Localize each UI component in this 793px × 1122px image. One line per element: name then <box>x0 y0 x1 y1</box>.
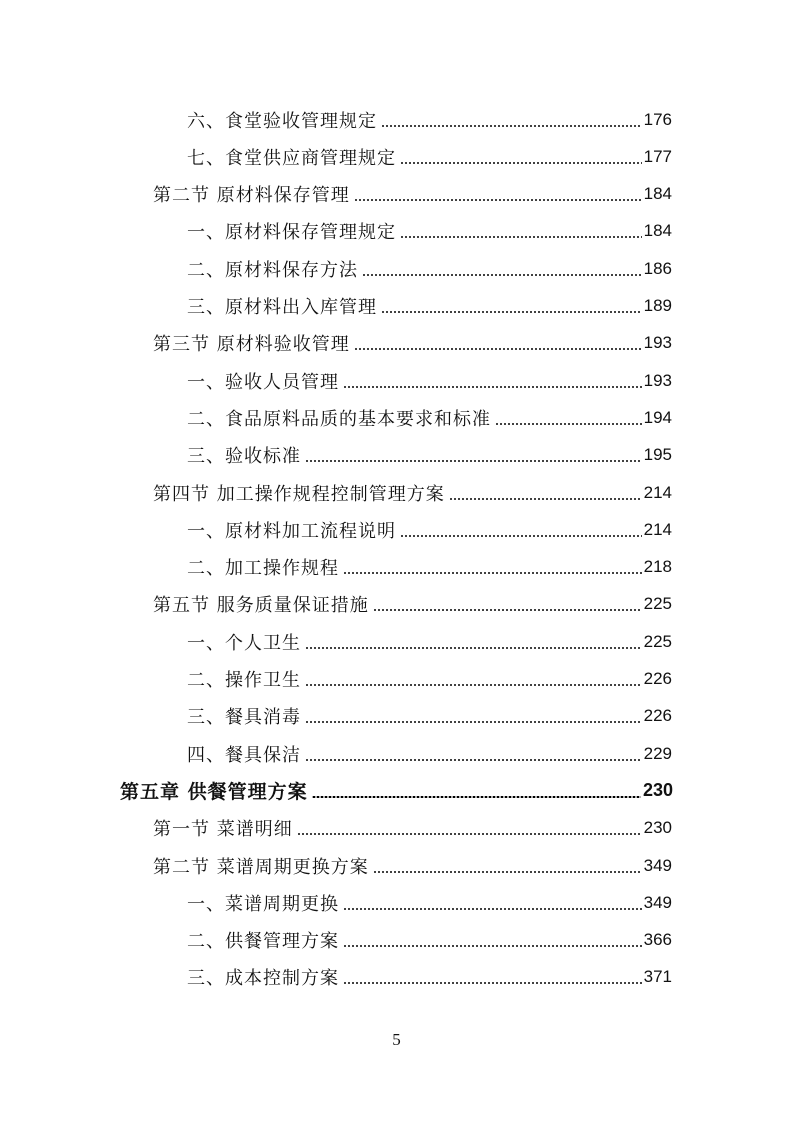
toc-entry-section[interactable] <box>153 474 672 511</box>
toc-entry-label: 三、成本控制方案 <box>187 968 339 990</box>
dot-leader <box>400 535 642 537</box>
toc-entry-item[interactable] <box>187 399 672 436</box>
toc-entry-label: 第五节 服务质量保证措施 <box>153 595 369 617</box>
toc-entry-label: 二、加工操作规程 <box>187 558 339 580</box>
toc-entry-page: 229 <box>643 743 672 763</box>
dot-leader <box>343 945 642 947</box>
dot-leader <box>400 236 642 238</box>
toc-entry-item[interactable] <box>187 250 672 287</box>
toc-entry-item[interactable] <box>187 661 672 698</box>
toc-entry-item[interactable] <box>187 549 672 586</box>
toc-entry-page: 225 <box>643 631 672 651</box>
toc-entry-item[interactable] <box>187 138 672 175</box>
toc-entry-page: 193 <box>643 370 672 390</box>
toc-entry-page: 225 <box>643 594 672 614</box>
toc-entry-label: 二、供餐管理方案 <box>187 931 339 953</box>
toc-entry-section[interactable] <box>153 586 672 623</box>
toc-entry-item[interactable] <box>187 213 672 250</box>
dot-leader <box>354 199 642 201</box>
toc-entry-item[interactable] <box>187 735 672 772</box>
toc-entry-label: 二、原材料保存方法 <box>187 259 358 281</box>
dot-leader <box>343 572 642 574</box>
toc-entry-item[interactable] <box>187 884 672 921</box>
toc-entry-label: 二、食品原料品质的基本要求和标准 <box>187 408 491 430</box>
toc-entry-label: 四、餐具保洁 <box>187 744 301 766</box>
toc-entry-page: 349 <box>643 855 672 875</box>
toc-entry-page: 193 <box>643 333 672 353</box>
toc-entry-page: 218 <box>643 557 672 577</box>
dot-leader <box>400 162 642 164</box>
toc-entry-item[interactable] <box>187 288 672 325</box>
toc-entry-label: 六、食堂验收管理规定 <box>187 110 377 132</box>
toc-entry-page: 366 <box>643 930 672 950</box>
toc-entry-item[interactable] <box>187 362 672 399</box>
toc-entry-label: 第五章 供餐管理方案 <box>120 781 308 804</box>
toc-entry-page: 177 <box>643 146 672 166</box>
dot-leader <box>495 423 642 425</box>
toc-entry-page: 186 <box>643 258 672 278</box>
dot-leader <box>297 833 642 835</box>
toc-entry-page: 230 <box>642 780 673 801</box>
toc-entry-label: 一、原材料保存管理规定 <box>187 222 396 244</box>
toc-entry-item[interactable] <box>187 922 672 959</box>
toc-entry-section[interactable] <box>153 810 672 847</box>
toc-entry-label: 三、餐具消毒 <box>187 707 301 729</box>
toc-entry-label: 第四节 加工操作规程控制管理方案 <box>153 483 445 505</box>
dot-leader <box>305 721 642 723</box>
toc-entry-label: 第一节 菜谱明细 <box>153 819 293 841</box>
toc-entry-label: 第二节 菜谱周期更换方案 <box>153 856 369 878</box>
toc-entry-item[interactable] <box>187 623 672 660</box>
toc-entry-page: 195 <box>643 445 672 465</box>
toc-entry-label: 第三节 原材料验收管理 <box>153 334 350 356</box>
dot-leader <box>305 647 642 649</box>
dot-leader <box>305 460 642 462</box>
toc-entry-item[interactable] <box>187 959 672 996</box>
dot-leader <box>354 348 642 350</box>
toc-entry-page: 184 <box>643 221 672 241</box>
toc-entry-label: 一、个人卫生 <box>187 632 301 654</box>
toc-entry-label: 一、原材料加工流程说明 <box>187 520 396 542</box>
toc-entry-page: 226 <box>643 706 672 726</box>
toc-entry-label: 一、菜谱周期更换 <box>187 893 339 915</box>
toc-entry-label: 第二节 原材料保存管理 <box>153 185 350 207</box>
toc-entry-page: 349 <box>643 892 672 912</box>
toc-entry-label: 一、验收人员管理 <box>187 371 339 393</box>
toc-entry-page: 176 <box>643 109 672 129</box>
dot-leader <box>343 982 642 984</box>
page-number: 5 <box>392 1030 401 1049</box>
dot-leader <box>373 609 642 611</box>
toc-entry-page: 226 <box>643 669 672 688</box>
dot-leader <box>381 311 642 313</box>
dot-leader <box>312 796 641 798</box>
toc-entry-label: 七、食堂供应商管理规定 <box>187 147 396 169</box>
toc-entry-page: 214 <box>643 519 672 539</box>
toc-entry-page: 184 <box>643 184 672 204</box>
toc-entry-page: 194 <box>643 407 672 427</box>
dot-leader <box>343 908 642 910</box>
toc-entry-page: 371 <box>643 967 672 987</box>
toc-entry-item[interactable] <box>187 437 672 474</box>
dot-leader <box>305 684 642 686</box>
toc-entry-section[interactable] <box>153 176 672 213</box>
toc-entry-item[interactable] <box>187 698 672 735</box>
toc-entry-page: 214 <box>643 482 672 502</box>
toc-entry-section[interactable] <box>153 847 672 884</box>
toc-entry-section[interactable] <box>153 325 672 362</box>
dot-leader <box>343 386 642 388</box>
toc-entry-label: 三、验收标准 <box>187 446 301 468</box>
toc-entry-label: 二、操作卫生 <box>187 670 301 691</box>
dot-leader <box>373 871 642 873</box>
toc-entry-page: 189 <box>643 296 672 315</box>
toc-entry-chapter[interactable] <box>120 772 673 809</box>
toc-entry-item[interactable] <box>187 101 672 138</box>
dot-leader <box>449 498 642 500</box>
toc-entry-item[interactable] <box>187 511 672 548</box>
dot-leader <box>362 274 642 276</box>
toc-entry-page: 230 <box>643 818 672 838</box>
toc-entry-label: 三、原材料出入库管理 <box>187 297 377 318</box>
dot-leader <box>305 759 642 761</box>
dot-leader <box>381 125 642 127</box>
